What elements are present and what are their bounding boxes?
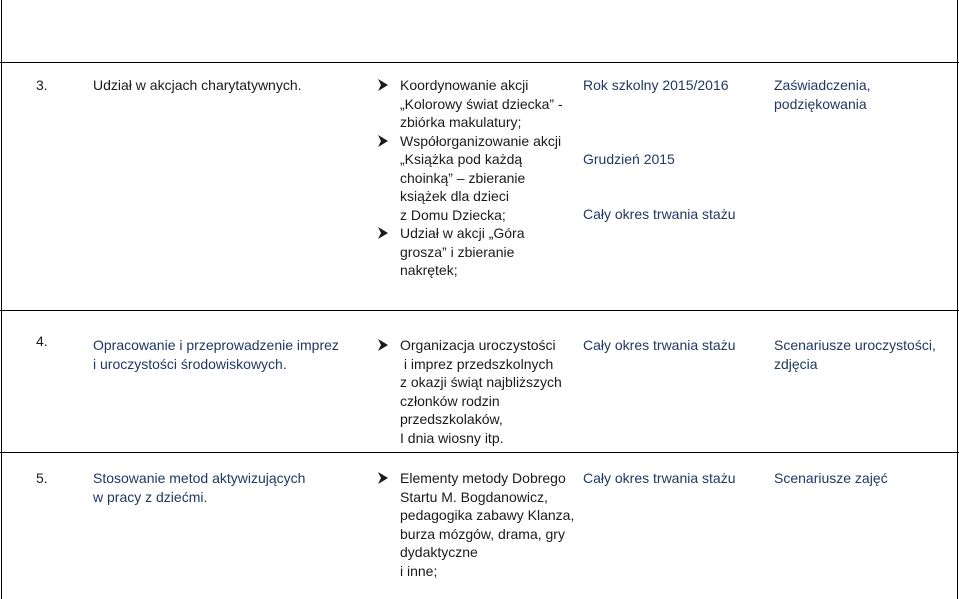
action-cell	[93, 336, 339, 373]
action-text: w pracy z dziećmi.	[93, 488, 208, 505]
form-line: I dnia wiosny itp.	[400, 429, 504, 446]
form-line: z Domu Dziecka;	[400, 206, 506, 223]
evidence-line: Scenariusze zajęć	[774, 470, 888, 486]
table-border-left	[1, 0, 2, 599]
table-border-top	[0, 62, 959, 63]
term-text	[583, 469, 736, 488]
action-text: i uroczystości środowiskowych.	[93, 355, 287, 372]
form-line: „Książka pod każdą	[400, 151, 523, 167]
action-text: Udział w akcjach charytatywnych.	[93, 77, 302, 93]
form-line: dydaktyczne	[400, 544, 478, 560]
form-line: pedagogika zabawy Klanza,	[400, 507, 575, 523]
form-item-text	[400, 76, 563, 132]
form-line: członków rodzin	[400, 392, 500, 409]
row-number-text: 4.	[36, 333, 48, 349]
arrowhead-bullet-icon	[378, 472, 388, 484]
action-cell	[93, 469, 305, 506]
row-number-text: 3.	[36, 77, 48, 93]
form-line: Udział w akcji „Góra	[400, 225, 525, 241]
form-line: choinką” – zbieranie	[400, 169, 526, 186]
term-line: Cały okres trwania stażu	[583, 470, 736, 486]
form-item-text	[400, 132, 561, 225]
form-line: książek dla dzieci	[400, 188, 509, 204]
form-line: i inne;	[400, 562, 438, 579]
form-line: z okazji świąt najbliższych	[400, 374, 562, 390]
evidence-text	[774, 76, 871, 113]
form-line: przedszkolaków,	[400, 411, 503, 427]
term-line: Cały okres trwania stażu	[583, 206, 736, 222]
form-line: Organizacja uroczystości	[400, 337, 556, 353]
arrowhead-bullet-icon	[378, 227, 388, 239]
table-border-right	[957, 0, 958, 599]
row-number	[36, 469, 48, 488]
term-line: Cały okres trwania stażu	[583, 337, 736, 353]
term-text	[583, 205, 736, 224]
term-line: Grudzień 2015	[583, 151, 675, 167]
term-line: Rok szkolny 2015/2016	[583, 77, 729, 93]
evidence-text	[774, 336, 936, 373]
evidence-line: podziękowania	[774, 95, 867, 112]
evidence-line: Scenariusze uroczystości,	[774, 337, 936, 353]
arrowhead-bullet-icon	[378, 135, 388, 147]
action-text: Opracowanie i przeprowadzenie imprez	[93, 337, 339, 353]
evidence-line: Zaświadczenia,	[774, 77, 871, 93]
form-line: zbiórka makulatury;	[400, 114, 522, 130]
term-text	[583, 150, 675, 169]
form-line: Startu M. Bogdanowicz,	[400, 488, 548, 505]
row-number-text: 5.	[36, 470, 48, 486]
row-number	[36, 76, 48, 95]
evidence-text	[774, 469, 888, 488]
form-line: Koordynowanie akcji	[400, 77, 529, 93]
evidence-line: zdjęcia	[774, 355, 818, 372]
action-text: Stosowanie metod aktywizujących	[93, 470, 306, 486]
form-line: nakrętek;	[400, 262, 458, 278]
form-line: „Kolorowy świat dziecka” -	[400, 95, 563, 112]
table-row-separator	[0, 452, 959, 453]
form-item-text	[400, 469, 574, 580]
table-row-separator	[0, 310, 959, 311]
action-cell	[93, 76, 302, 95]
form-line: burza mózgów, drama, gry	[400, 525, 565, 542]
row-number	[36, 332, 48, 351]
form-line: Współorganizowanie akcji	[400, 132, 562, 149]
term-text	[583, 76, 729, 95]
arrowhead-bullet-icon	[378, 339, 388, 351]
form-item-text	[400, 336, 562, 447]
form-line: i imprez przedszkolnych	[400, 355, 554, 372]
term-text	[583, 336, 736, 355]
arrowhead-bullet-icon	[378, 79, 388, 91]
form-line: grosza” i zbieranie	[400, 243, 515, 260]
form-item-text	[400, 224, 524, 280]
form-line: Elementy metody Dobrego	[400, 470, 566, 486]
